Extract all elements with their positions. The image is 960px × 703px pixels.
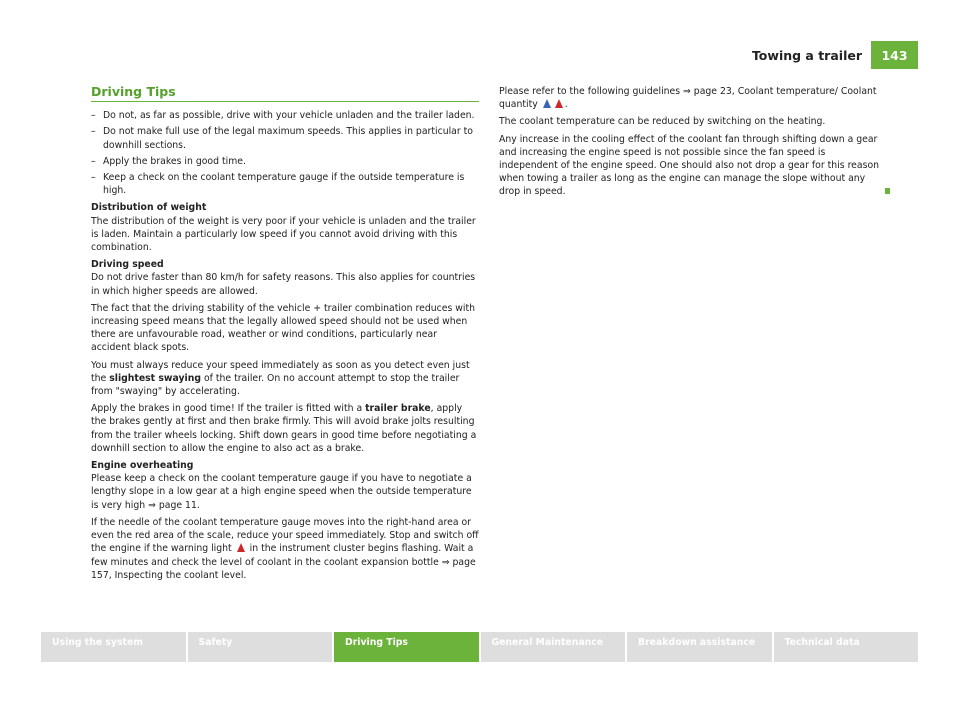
- overheat-text: Please keep a check on the coolant temperature gauge if you have to negotiate a lengthy slope in a low gear at a high engine speed when the outside temperature is very high ⇒ page 11.: [91, 473, 472, 511]
- speed-text: Do not drive faster than 80 km/h for safety reasons. This also applies for countries in which higher speeds are allowed.: [91, 272, 476, 297]
- list-item: – Do not make full use of the legal maximum speeds. This applies in particular to downhill sections.: [91, 126, 473, 151]
- page-number: 143: [871, 41, 918, 69]
- overheat-heading: Engine overheating: [91, 460, 194, 472]
- guidelines-text: Please refer to the following guidelines ⇒ page 23, Coolant temperature/ Coolant quantity .: [499, 86, 877, 111]
- brake-text: Apply the brakes in good time! If the trailer is fitted with a trailer brake, apply the brakes gently at first and then brake firmly. This will avoid brake jolts resulting from the trailer wheels locking. Shift down gears in good time before negotiating a downhill section to allow the engine to also act as a brake.: [91, 403, 477, 454]
- stability-text: The fact that the driving stability of the vehicle + trailer combination reduces with increasing speed means that the legally allowed speed should not be used when there are unfavourable road, weather or wind conditions, particularly near accident black spots.: [91, 302, 476, 354]
- footer-tab-general-maintenance[interactable]: General Maintenance: [481, 632, 626, 662]
- footer-nav: [41, 632, 918, 662]
- tips-list: [91, 109, 479, 197]
- section-heading: Driving Tips: [91, 85, 479, 102]
- list-item: – Apply the brakes in good time.: [91, 155, 246, 167]
- fan-text: Any increase in the cooling effect of the coolant fan through shifting down a gear and increasing the engine speed is not possible since the fan speed is independent of the engine speed. One should also not drop a gear for this reason when towing a trailer as long as the engine can manage the slope without any drop in speed.: [499, 133, 880, 198]
- list-item: – Do not, as far as possible, drive with your vehicle unladen and the trailer laden.: [91, 110, 475, 122]
- right-column: [499, 85, 883, 203]
- weight-text: The distribution of the weight is very poor if your vehicle is unladen and the trailer is laden. Maintain a particularly low speed if you cannot avoid driving with this combination.: [91, 215, 476, 254]
- heating-text: The coolant temperature can be reduced by switching on the heating.: [499, 116, 826, 128]
- footer-tab-using-the-system[interactable]: Using the system: [41, 632, 186, 662]
- coolant-warning-icon: [555, 99, 563, 108]
- footer-tab-technical-data[interactable]: Technical data: [774, 632, 919, 662]
- footer-tab-breakdown-assistance[interactable]: Breakdown assistance: [627, 632, 772, 662]
- footer-tab-safety[interactable]: Safety: [188, 632, 333, 662]
- coolant-warning-icon: [237, 543, 245, 552]
- sway-text: You must always reduce your speed immediately as soon as you detect even just the slightest swaying of the trailer. On no account attempt to stop the trailer from "swaying" by accelerating.: [91, 359, 470, 398]
- weight-heading: Distribution of weight: [91, 202, 207, 214]
- footer-tab-driving-tips[interactable]: Driving Tips: [334, 632, 479, 662]
- coolant-temperature-icon: [543, 99, 551, 108]
- left-column: [91, 85, 479, 586]
- header-title: Towing a trailer: [751, 48, 862, 63]
- needle-text: If the needle of the coolant temperature gauge moves into the right-hand area or even the red area of the scale, reduce your speed immediately. Stop and switch off the engine if the warning light in the instrument cluster begins flashing. Wait a few minutes and check the level of coolant in the coolant expansion bottle ⇒ page 157, Inspecting the coolant level.: [91, 516, 479, 581]
- section-end-marker: [885, 188, 890, 194]
- speed-heading: Driving speed: [91, 259, 164, 271]
- list-item: – Keep a check on the coolant temperature gauge if the outside temperature is high.: [91, 172, 465, 197]
